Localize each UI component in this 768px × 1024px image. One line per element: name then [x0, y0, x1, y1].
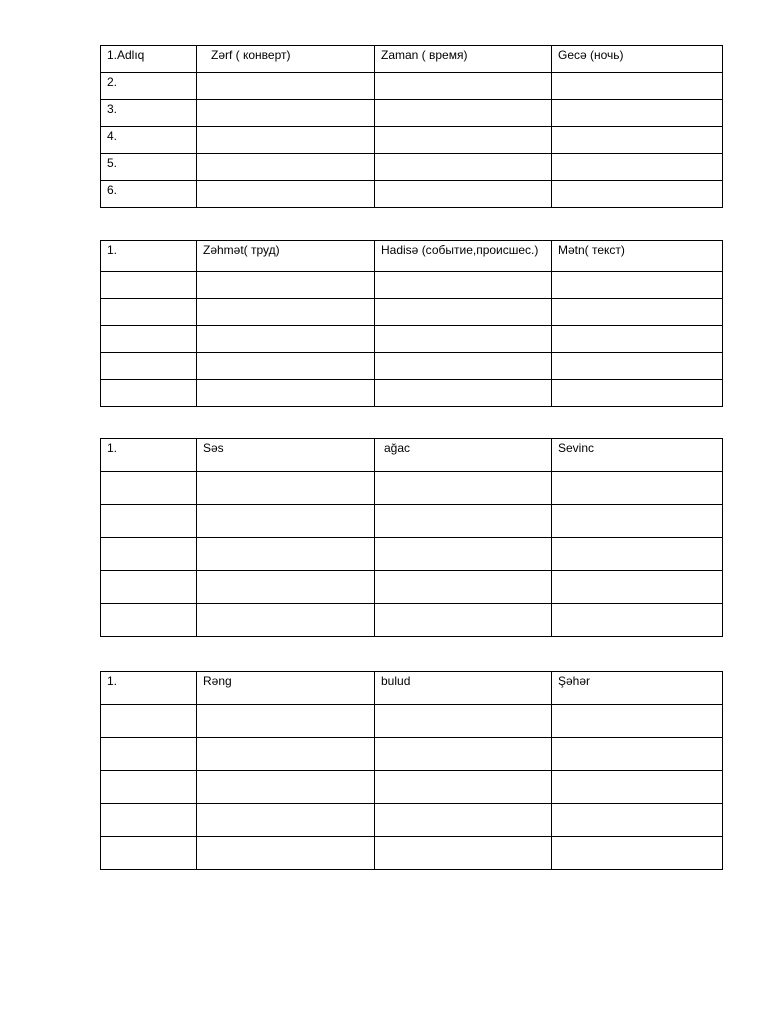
table-row [101, 538, 723, 571]
table-cell [375, 73, 552, 100]
table-cell [101, 380, 197, 407]
table-cell [552, 353, 723, 380]
table-cell [197, 73, 375, 100]
table-cell [375, 299, 552, 326]
table-cell [101, 472, 197, 505]
table-cell: Zaman ( время) [375, 46, 552, 73]
table-row [101, 299, 723, 326]
table-cell [101, 538, 197, 571]
table-cell [197, 127, 375, 154]
table-cell [375, 353, 552, 380]
table-cell [197, 804, 375, 837]
table-cell [197, 272, 375, 299]
table-cell [375, 538, 552, 571]
table-cell [552, 472, 723, 505]
table-cell [375, 472, 552, 505]
table-cell [101, 771, 197, 804]
table-cell [375, 804, 552, 837]
table-cell [552, 505, 723, 538]
table-cell [375, 272, 552, 299]
table-row [101, 100, 723, 127]
table-cell [552, 100, 723, 127]
table-cell: ağac [375, 439, 552, 472]
table-cell [375, 505, 552, 538]
table-cell: Şəhər [552, 672, 723, 705]
word-table-1 [100, 45, 723, 208]
table-cell: Rəng [197, 672, 375, 705]
table-cell: 2. [101, 73, 197, 100]
table-cell [552, 837, 723, 870]
table-cell: Sevinc [552, 439, 723, 472]
table-cell [197, 571, 375, 604]
word-table-4 [100, 671, 723, 870]
table-cell: 5. [101, 154, 197, 181]
table-cell [101, 705, 197, 738]
table-row [101, 353, 723, 380]
word-table-3 [100, 438, 723, 637]
table-cell [552, 771, 723, 804]
table-cell [101, 837, 197, 870]
table-cell [552, 804, 723, 837]
table-cell: 1. [101, 241, 197, 272]
table-header-row [101, 46, 723, 73]
table-cell [101, 353, 197, 380]
table-cell [552, 571, 723, 604]
table-cell [375, 181, 552, 208]
table-cell [197, 181, 375, 208]
table-row [101, 181, 723, 208]
table-cell [101, 804, 197, 837]
table-row [101, 380, 723, 407]
table-cell: Səs [197, 439, 375, 472]
table-cell: Zərf ( конверт) [197, 46, 375, 73]
table-cell [375, 604, 552, 637]
table-cell: bulud [375, 672, 552, 705]
table-header-row [101, 241, 723, 272]
table-header-row [101, 672, 723, 705]
table-cell [197, 538, 375, 571]
table-row [101, 272, 723, 299]
table-cell [552, 380, 723, 407]
table-cell [552, 181, 723, 208]
table-cell [101, 299, 197, 326]
table-cell: Zəhmət( труд) [197, 241, 375, 272]
table-cell: Mətn( текст) [552, 241, 723, 272]
table-cell [552, 705, 723, 738]
table-cell: 4. [101, 127, 197, 154]
table-row [101, 738, 723, 771]
table-cell [197, 738, 375, 771]
table-row [101, 73, 723, 100]
table-row [101, 571, 723, 604]
table-cell [552, 73, 723, 100]
table-cell [375, 738, 552, 771]
table-cell [552, 738, 723, 771]
table-cell [197, 326, 375, 353]
table-cell [375, 571, 552, 604]
table-cell [197, 505, 375, 538]
table-cell [101, 571, 197, 604]
table-cell [552, 604, 723, 637]
table-row [101, 837, 723, 870]
table-cell: 3. [101, 100, 197, 127]
table-cell: 1. [101, 439, 197, 472]
table-cell: Gecə (ночь) [552, 46, 723, 73]
table-cell [197, 299, 375, 326]
table-cell [197, 771, 375, 804]
table-cell [375, 837, 552, 870]
table-header-row [101, 439, 723, 472]
table-row [101, 127, 723, 154]
table-cell: Hadisə (событие,происшес.) [375, 241, 552, 272]
word-table-2 [100, 240, 723, 407]
table-cell [375, 705, 552, 738]
table-cell: 1.Adlıq [101, 46, 197, 73]
table-cell [552, 299, 723, 326]
table-cell [552, 326, 723, 353]
table-row [101, 604, 723, 637]
table-cell [552, 538, 723, 571]
table-cell [375, 771, 552, 804]
table-cell [375, 326, 552, 353]
table-cell [552, 154, 723, 181]
table-cell [101, 505, 197, 538]
table-cell [101, 326, 197, 353]
table-row [101, 505, 723, 538]
table-cell: 6. [101, 181, 197, 208]
table-row [101, 705, 723, 738]
table-row [101, 326, 723, 353]
table-row [101, 154, 723, 181]
table-cell [197, 353, 375, 380]
table-cell [197, 705, 375, 738]
table-cell [375, 154, 552, 181]
table-cell: 1. [101, 672, 197, 705]
table-row [101, 771, 723, 804]
table-cell [101, 738, 197, 771]
table-row [101, 472, 723, 505]
table-cell [197, 100, 375, 127]
table-cell [197, 380, 375, 407]
table-cell [375, 380, 552, 407]
table-cell [101, 604, 197, 637]
table-cell [375, 127, 552, 154]
table-cell [101, 272, 197, 299]
table-cell [197, 472, 375, 505]
table-cell [375, 100, 552, 127]
table-cell [197, 837, 375, 870]
table-cell [552, 272, 723, 299]
table-cell [552, 127, 723, 154]
table-cell [197, 604, 375, 637]
table-cell [197, 154, 375, 181]
table-row [101, 804, 723, 837]
